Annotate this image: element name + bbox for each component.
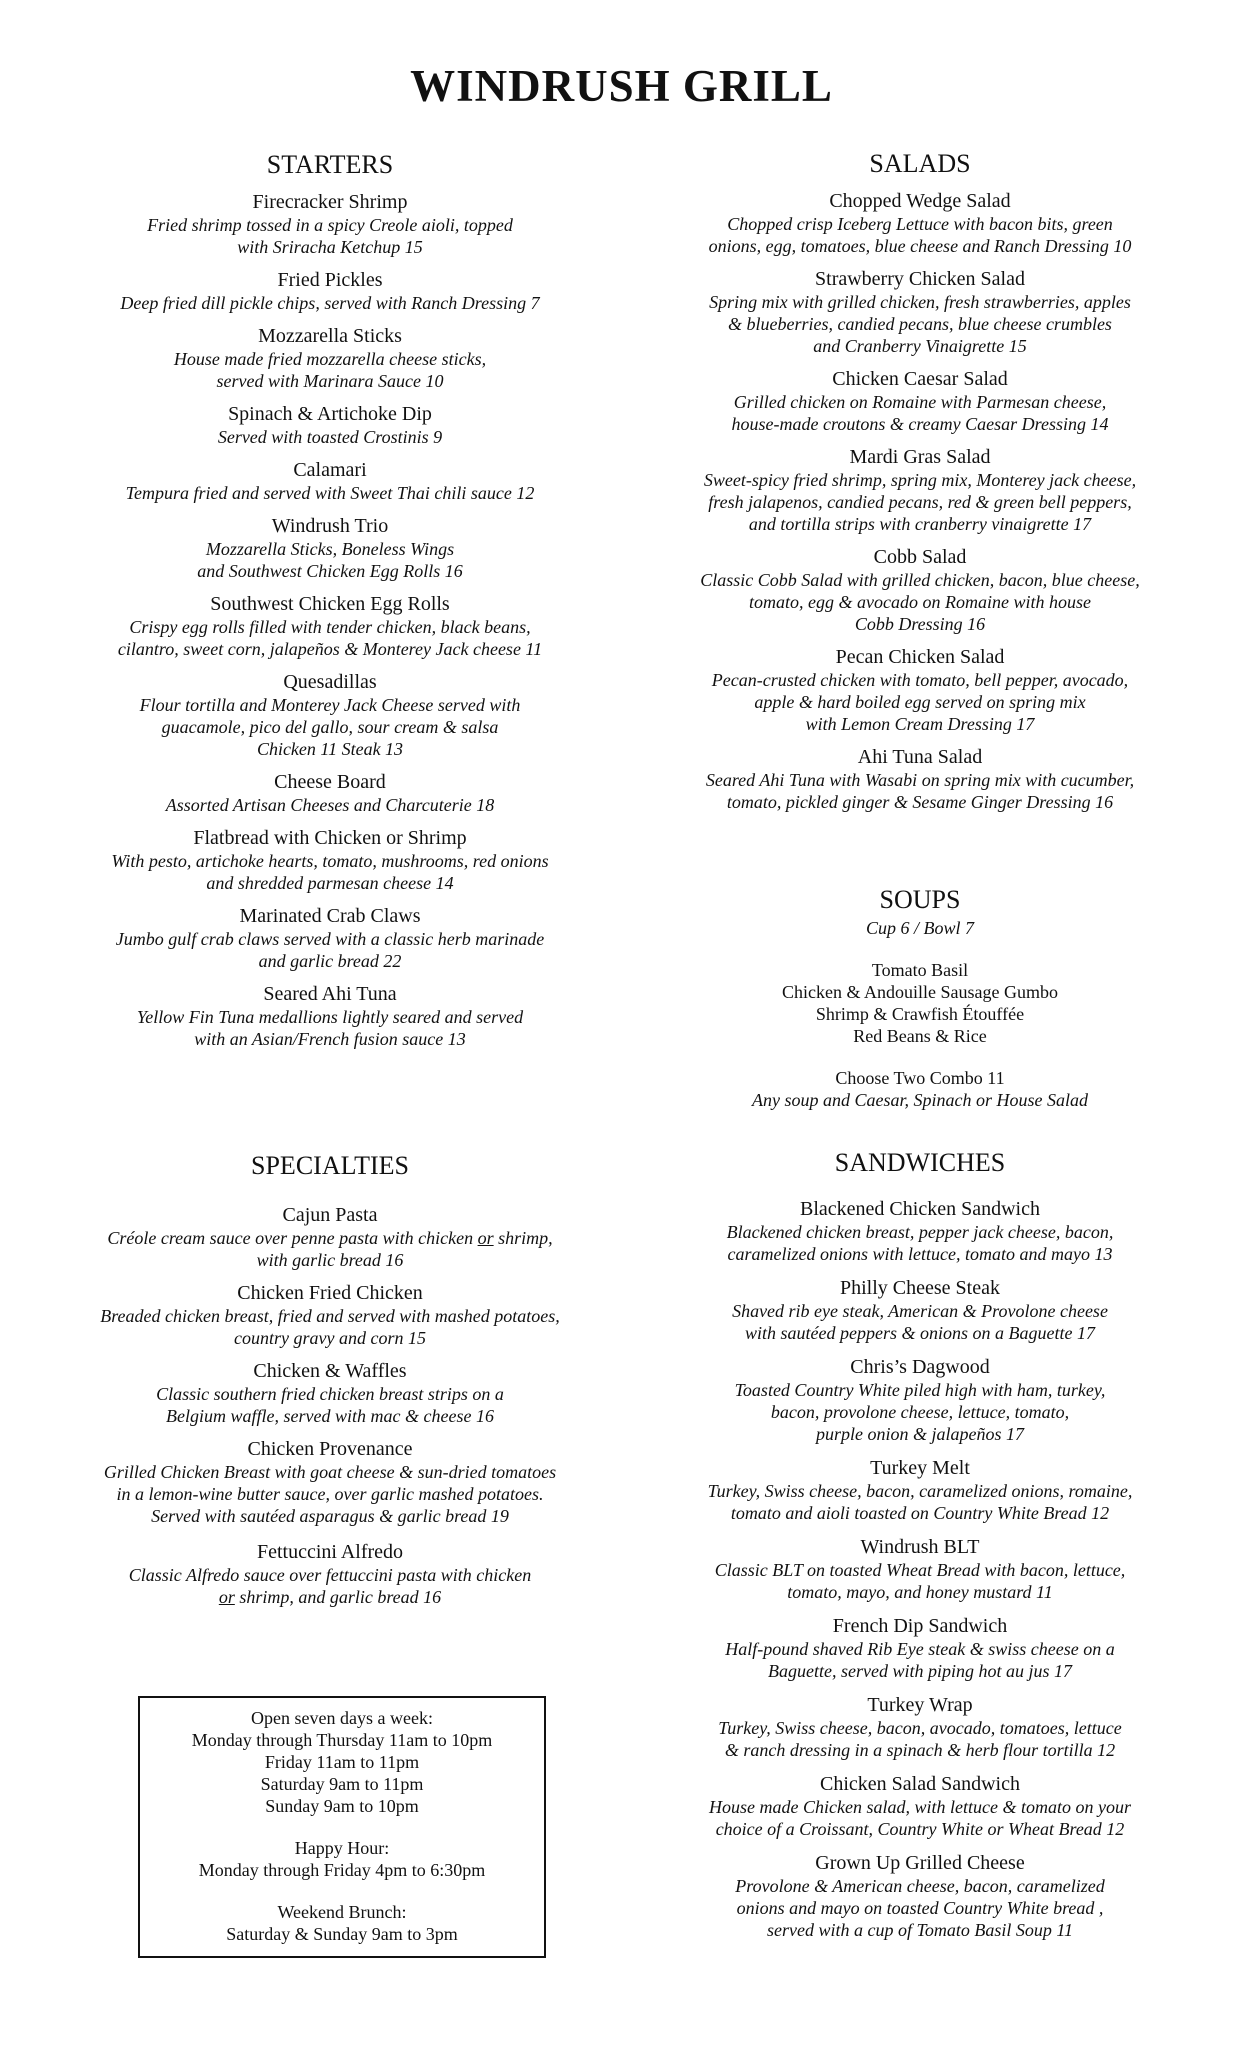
hours-sun: Sunday 9am to 10pm [265, 1796, 419, 1816]
sandwiches-section [650, 1148, 1190, 1941]
item-name: Southwest Chicken Egg Rolls [210, 593, 450, 615]
item-name: Turkey Wrap [867, 1694, 973, 1716]
starters-list [74, 191, 586, 1050]
item-description: Grilled Chicken Breast with goat cheese & sun-dried tomatoes in a lemon-wine butter sauce, over garlic mashed potatoes. Served with sautéed asparagus & garlic bread 19 [103, 1462, 557, 1526]
item-name: Marinated Crab Claws [239, 905, 421, 927]
item-description: Half-pound shaved Rib Eye steak & swiss cheese on a Baguette, served with piping hot au jus 17 [725, 1639, 1115, 1681]
brunch-time: Saturday & Sunday 9am to 3pm [226, 1924, 458, 1944]
soup-item: Chicken & Andouille Sausage Gumbo [782, 982, 1058, 1002]
item-description: Turkey, Swiss cheese, bacon, caramelized onions, romaine, tomato and aioli toasted on Country White Bread 12 [707, 1481, 1133, 1523]
menu-item [74, 269, 586, 314]
specialties-heading: SPECIALTIES [251, 1151, 409, 1180]
item-description: Classic BLT on toasted Wheat Bread with bacon, lettuce, tomato, mayo, and honey mustard 11 [714, 1560, 1126, 1602]
item-name: Grown Up Grilled Cheese [815, 1852, 1025, 1874]
menu-item [650, 646, 1190, 735]
menu-item [650, 1536, 1190, 1603]
menu-item [650, 546, 1190, 635]
item-name: Mozzarella Sticks [258, 325, 402, 347]
item-name: Quesadillas [283, 671, 377, 693]
item-name: Ahi Tuna Salad [857, 746, 983, 768]
item-name: Chicken Provenance [247, 1438, 413, 1460]
soup-item: Red Beans & Rice [853, 1026, 987, 1046]
menu-item [74, 983, 586, 1050]
combo-description: Any soup and Caesar, Spinach or House Salad [752, 1090, 1088, 1110]
menu-item [650, 1356, 1190, 1445]
item-description: Jumbo gulf crab claws served with a classic herb marinade and garlic bread 22 [115, 929, 545, 971]
item-description: Mozzarella Sticks, Boneless Wings and Southwest Chicken Egg Rolls 16 [197, 539, 463, 581]
item-description: Classic Cobb Salad with grilled chicken, bacon, blue cheese, tomato, egg & avocado on Romaine with house Cobb Dressing 16 [700, 570, 1140, 634]
item-name: Chris’s Dagwood [850, 1356, 990, 1378]
item-description: Sweet-spicy fried shrimp, spring mix, Monterey jack cheese, fresh jalapenos, candied pecans, red & green bell peppers, and tortilla strips with cranberry vinaigrette 17 [703, 470, 1137, 534]
menu-item [74, 593, 586, 660]
hours-sat: Saturday 9am to 11pm [260, 1774, 424, 1794]
menu-item [650, 746, 1190, 813]
menu-item [74, 771, 586, 816]
item-name: Chicken Salad Sandwich [820, 1773, 1020, 1795]
soup-item: Shrimp & Crawfish Étouffée [815, 1004, 1025, 1024]
menu-item [74, 1438, 586, 1527]
item-description: Assorted Artisan Cheeses and Charcuterie 18 [165, 795, 495, 815]
item-description: Crispy egg rolls filled with tender chicken, black beans, cilantro, sweet corn, jalapeños & Monterey Jack cheese 11 [117, 617, 543, 659]
item-name: Fried Pickles [277, 269, 383, 291]
item-description: Spring mix with grilled chicken, fresh strawberries, apples & blueberries, candied pecans, blue cheese crumbles and Cranberry Vinaigrette 15 [709, 292, 1131, 356]
menu-item [650, 368, 1190, 435]
item-name: Cobb Salad [873, 546, 967, 568]
menu-item [74, 905, 586, 972]
item-description: Shaved rib eye steak, American & Provolone cheese with sautéed peppers & onions on a Baguette 17 [732, 1301, 1108, 1343]
menu-item [74, 325, 586, 392]
menu-item [650, 1773, 1190, 1840]
item-description: Seared Ahi Tuna with Wasabi on spring mix with cucumber, tomato, pickled ginger & Sesame Ginger Dressing 16 [705, 770, 1135, 812]
item-name: Chicken Fried Chicken [237, 1282, 423, 1304]
restaurant-title: WINDRUSH GRILL [410, 61, 833, 111]
salads-list [650, 190, 1190, 813]
item-name: Blackened Chicken Sandwich [800, 1198, 1040, 1220]
menu-item [650, 1615, 1190, 1682]
item-description: Flour tortilla and Monterey Jack Cheese served with guacamole, pico del gallo, sour cream & salsa Chicken 11 Steak 13 [139, 695, 521, 759]
sandwiches-list [650, 1198, 1190, 1941]
soup-item: Tomato Basil [871, 960, 969, 980]
item-name: Fettuccini Alfredo [256, 1541, 404, 1563]
item-name: Flatbread with Chicken or Shrimp [193, 827, 467, 849]
salads-heading: SALADS [869, 149, 971, 178]
starters-heading: STARTERS [266, 150, 394, 179]
item-name: Turkey Melt [870, 1457, 970, 1479]
item-description: Classic Alfredo sauce over fettuccini pasta with chicken or shrimp, and garlic bread 16 [128, 1565, 532, 1607]
item-description: House made Chicken salad, with lettuce & tomato on your choice of a Croissant, Country White or Wheat Bread 12 [709, 1797, 1131, 1839]
salads-section [650, 149, 1190, 813]
item-description: Fried shrimp tossed in a spicy Creole aioli, topped with Sriracha Ketchup 15 [147, 215, 513, 257]
menu-item [74, 1360, 586, 1427]
menu-item [74, 515, 586, 582]
item-name: Chicken & Waffles [253, 1360, 407, 1382]
brunch-label: Weekend Brunch: [277, 1902, 407, 1922]
soup-sizes: Cup 6 / Bowl 7 [865, 918, 974, 938]
menu-item [650, 1852, 1190, 1941]
menu-item [650, 268, 1190, 357]
item-name: Calamari [293, 459, 367, 481]
specialties-section [74, 1151, 586, 1608]
item-name: French Dip Sandwich [832, 1615, 1008, 1637]
item-name: Philly Cheese Steak [840, 1277, 1000, 1299]
menu-item [650, 1694, 1190, 1761]
item-description: Chopped crisp Iceberg Lettuce with bacon bits, green onions, egg, tomatoes, blue cheese and Ranch Dressing 10 [708, 214, 1132, 256]
item-description: Blackened chicken breast, pepper jack cheese, bacon, caramelized onions with lettuce, tomato and mayo 13 [726, 1222, 1114, 1264]
menu-item [74, 1204, 586, 1271]
menu-item [74, 827, 586, 894]
menu-item [74, 1541, 586, 1608]
item-name: Seared Ahi Tuna [263, 983, 397, 1005]
item-name: Firecracker Shrimp [252, 191, 408, 213]
hours-fri: Friday 11am to 11pm [264, 1752, 420, 1772]
menu-item [74, 191, 586, 258]
sandwiches-heading: SANDWICHES [834, 1148, 1006, 1177]
item-name: Windrush BLT [860, 1536, 980, 1558]
item-description: Turkey, Swiss cheese, bacon, avocado, tomatoes, lettuce & ranch dressing in a spinach & herb flour tortilla 12 [718, 1718, 1122, 1760]
item-name: Spinach & Artichoke Dip [228, 403, 432, 425]
item-description: Provolone & American cheese, bacon, caramelized onions and mayo on toasted Country White bread , served with a cup of Tomato Basil Soup 11 [735, 1876, 1105, 1940]
item-name: Windrush Trio [271, 515, 389, 537]
menu-item [650, 446, 1190, 535]
happy-hour-label: Happy Hour: [294, 1838, 390, 1858]
item-name: Chopped Wedge Salad [829, 190, 1011, 212]
item-name: Cheese Board [274, 771, 386, 793]
item-description: Créole cream sauce over penne pasta with chicken or shrimp, with garlic bread 16 [107, 1228, 553, 1270]
hours-box [138, 1696, 546, 1958]
item-name: Mardi Gras Salad [849, 446, 991, 468]
menu-item [74, 403, 586, 448]
item-description: House made fried mozzarella cheese sticks, served with Marinara Sauce 10 [173, 349, 487, 391]
item-name: Cajun Pasta [282, 1204, 378, 1226]
menu-item [650, 1277, 1190, 1344]
menu-item [74, 459, 586, 504]
item-description: Grilled chicken on Romaine with Parmesan cheese, house-made croutons & creamy Caesar Dressing 14 [731, 392, 1109, 434]
soups-section [650, 885, 1190, 1111]
item-description: Pecan-crusted chicken with tomato, bell pepper, avocado, apple & hard boiled egg served on spring mix with Lemon Cream Dressing 17 [711, 670, 1129, 734]
hours-mon-thu: Monday through Thursday 11am to 10pm [191, 1730, 493, 1750]
item-description: Breaded chicken breast, fried and served with mashed potatoes, country gravy and corn 15 [100, 1306, 560, 1348]
item-name: Pecan Chicken Salad [835, 646, 1005, 668]
item-description: Deep fried dill pickle chips, served with Ranch Dressing 7 [120, 293, 540, 313]
menu-item [74, 671, 586, 760]
hours-open-label: Open seven days a week: [251, 1708, 433, 1728]
combo-label: Choose Two Combo 11 [835, 1068, 1005, 1088]
menu-item [650, 1457, 1190, 1524]
item-name: Strawberry Chicken Salad [815, 268, 1025, 290]
menu-item [650, 190, 1190, 257]
soups-heading: SOUPS [879, 885, 961, 914]
item-description: With pesto, artichoke hearts, tomato, mushrooms, red onions and shredded parmesan cheese 14 [111, 851, 549, 893]
starters-section [74, 150, 586, 1050]
item-description: Tempura fried and served with Sweet Thai chili sauce 12 [125, 483, 535, 503]
item-description: Yellow Fin Tuna medallions lightly seared and served with an Asian/French fusion sauce 13 [136, 1007, 524, 1049]
soup-list [650, 959, 1190, 1047]
menu-item [650, 1198, 1190, 1265]
happy-hour-time: Monday through Friday 4pm to 6:30pm [198, 1860, 486, 1880]
item-description: Classic southern fried chicken breast strips on a Belgium waffle, served with mac & cheese 16 [156, 1384, 504, 1426]
menu-item [74, 1282, 586, 1349]
item-description: Toasted Country White piled high with ham, turkey, bacon, provolone cheese, lettuce, tomato, purple onion & jalapeños 17 [734, 1380, 1106, 1444]
item-description: Served with toasted Crostinis 9 [217, 427, 443, 447]
item-name: Chicken Caesar Salad [832, 368, 1008, 390]
